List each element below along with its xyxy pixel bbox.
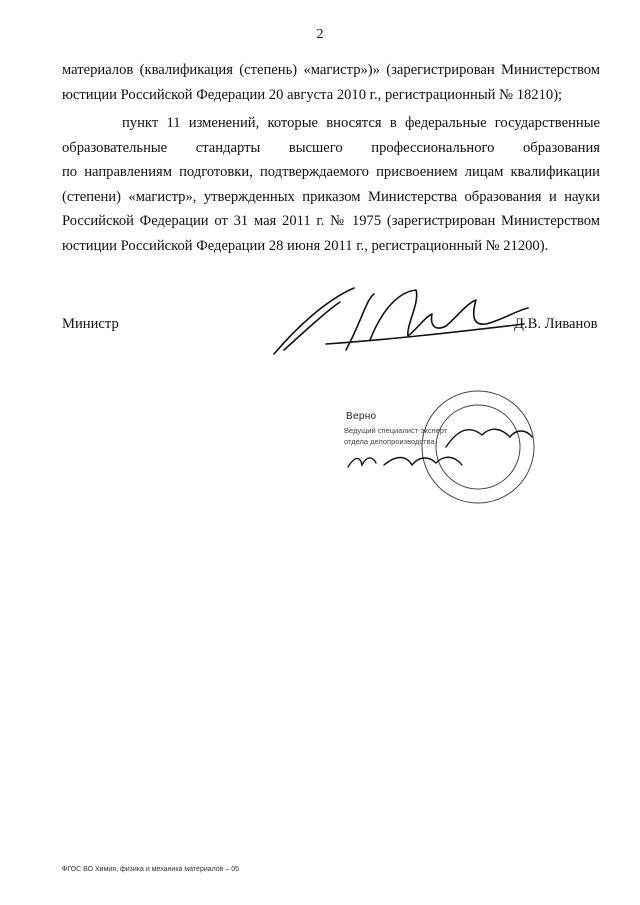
minister-signature: [266, 280, 536, 360]
text-line: пункт 11 изменений, которые вносятся в федеральные государственные: [122, 115, 600, 131]
text-line: образовательные стандарты высшего профессионального образования: [62, 139, 600, 156]
text-line: юстиции Российской Федерации 28 июня 2011 г., регистрационный № 21200).: [62, 237, 549, 254]
text-line: материалов (квалификация (степень) «магистр»)» (зарегистрирован Министерством: [62, 62, 600, 78]
paragraph-item-11: [62, 111, 600, 258]
signatory-name: Д.В. Ливанов: [514, 316, 598, 332]
text-line: (степени) «магистр», утвержденных приказом Министерства образования и науки: [62, 188, 600, 205]
paragraph-continued: [62, 58, 600, 107]
certifier-department: отдела делопроизводства: [344, 437, 435, 446]
text-line: Российской Федерации от 31 мая 2011 г. № 1975 (зарегистрирован Министерством: [62, 213, 600, 229]
text-line: юстиции Российской Федерации 20 августа 2010 г., регистрационный № 18210);: [62, 86, 563, 103]
certification-label: Верно: [346, 411, 377, 422]
document-footer: ФГОС ВО Химия, физика и механика материалов – 05: [62, 866, 239, 873]
certifier-position: Ведущий специалист-эксперт: [344, 426, 448, 435]
page-number: 2: [316, 27, 324, 42]
official-seal: [340, 385, 555, 515]
signatory-title: Министр: [62, 316, 119, 332]
text-line: по направлениям подготовки, подтверждаемого присвоением лицам квалификации: [62, 164, 600, 180]
certification-stamp-block: [340, 385, 555, 515]
